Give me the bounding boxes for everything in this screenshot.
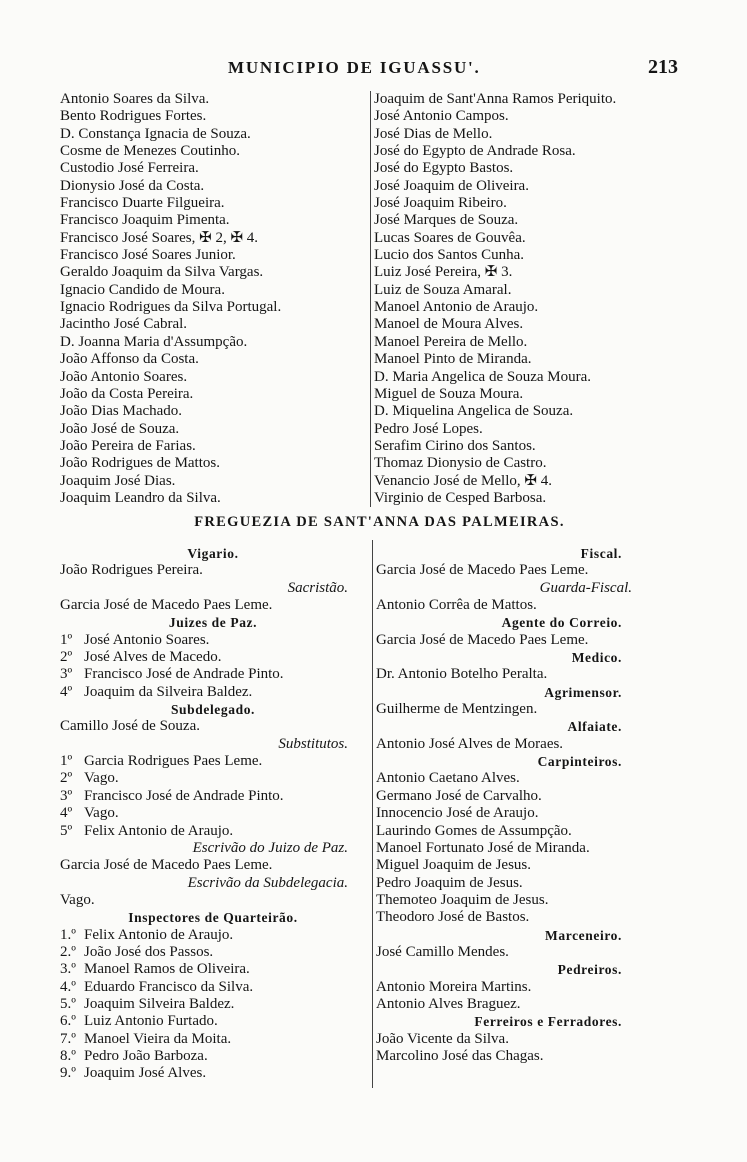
medico-name: Dr. Antonio Botelho Peralta. — [376, 666, 548, 683]
name-entry: Pedro José Lopes. — [374, 420, 483, 437]
name-entry: Manoel de Moura Alves. — [374, 316, 524, 333]
pedreiros-list — [376, 979, 646, 1014]
carpinteiro-entry: Themoteo Joaquim de Jesus. — [376, 891, 549, 908]
guarda-fiscal-name: Antonio Corrêa de Mattos. — [376, 597, 537, 614]
escrivao-juizo-name: Garcia José de Macedo Paes Leme. — [60, 857, 273, 874]
entry-name: Francisco José de Andrade Pinto. — [84, 787, 284, 804]
escrivao-juizo-heading: Escrivão do Juizo de Paz. — [192, 839, 348, 856]
section-title: FREGUEZIA DE SANT'ANNA DAS PALMEIRAS. — [194, 514, 565, 530]
entry-name: José Alves de Macedo. — [84, 649, 222, 666]
name-entry: João Dias Machado. — [60, 403, 183, 420]
name-entry: José Antonio Campos. — [374, 108, 509, 125]
inspectores-heading: Inspectores de Quarteirão. — [128, 910, 298, 926]
name-entry: Francisco José Soares Junior. — [60, 247, 236, 264]
entry-ordinal: 7.º — [60, 1030, 76, 1047]
bottom-right-column — [376, 545, 646, 1065]
name-entry: Geraldo Joaquim da Silva Vargas. — [60, 264, 264, 281]
juiz-entry — [60, 649, 366, 666]
inspector-entry — [60, 944, 366, 961]
name-entry: Joaquim Leandro da Silva. — [60, 489, 221, 506]
name-entry: Thomaz Dionysio de Castro. — [374, 455, 547, 472]
entry-ordinal: 5.º — [60, 995, 76, 1012]
ferreiros-list — [376, 1031, 646, 1066]
name-entry: José Dias de Mello. — [374, 125, 493, 142]
entry-ordinal: 2.º — [60, 943, 76, 960]
juizes-list — [60, 632, 366, 701]
subdelegado-name: Camillo José de Souza. — [60, 718, 200, 735]
name-entry: Manoel Pinto de Miranda. — [374, 351, 532, 368]
name-entry: Lucas Soares de Gouvêa. — [374, 229, 526, 246]
name-entry: Cosme de Menezes Coutinho. — [60, 143, 240, 160]
inspector-entry — [60, 961, 366, 978]
subdelegado-heading: Subdelegado. — [170, 702, 256, 718]
marceneiro-name: José Camillo Mendes. — [376, 943, 509, 960]
name-entry: D. Joanna Maria d'Assumpção. — [60, 333, 248, 350]
entry-ordinal: 1º — [60, 631, 73, 648]
substitutos-list — [60, 753, 366, 840]
agrimensor-heading: Agrimensor. — [544, 684, 622, 700]
inspector-entry — [60, 996, 366, 1013]
vigario-name: João Rodrigues Pereira. — [60, 562, 203, 579]
top-left-name-list — [60, 91, 360, 507]
carpinteiro-entry: Miguel Joaquim de Jesus. — [376, 857, 531, 874]
page-number: 213 — [648, 56, 678, 78]
name-entry: Luiz José Pereira, ✠ 3. — [374, 264, 513, 281]
inspector-entry — [60, 1065, 366, 1082]
name-entry: Ignacio Candido de Moura. — [60, 281, 225, 298]
name-entry: José do Egypto Bastos. — [374, 160, 514, 177]
entry-name: Felix Antonio de Araujo. — [84, 926, 234, 943]
entry-name: Francisco José de Andrade Pinto. — [84, 666, 284, 683]
name-entry: Ignacio Rodrigues da Silva Portugal. — [60, 299, 282, 316]
escrivao-subdelegacia-name: Vago. — [60, 891, 95, 908]
name-entry: João da Costa Pereira. — [60, 385, 194, 402]
inspector-entry — [60, 927, 366, 944]
entry-ordinal: 3º — [60, 787, 73, 804]
name-entry: D. Constança Ignacia de Souza. — [60, 125, 251, 142]
guarda-fiscal-heading: Guarda-Fiscal. — [539, 579, 632, 596]
carpinteiro-entry: Innocencio José de Araujo. — [376, 805, 539, 822]
name-entry: Custodio José Ferreira. — [60, 160, 199, 177]
juiz-entry — [60, 632, 366, 649]
entry-name: Pedro João Barboza. — [84, 1047, 208, 1064]
entry-name: Manoel Ramos de Oliveira. — [84, 961, 250, 978]
entry-ordinal: 6.º — [60, 1013, 76, 1030]
entry-ordinal: 2º — [60, 649, 73, 666]
substituto-entry — [60, 823, 366, 840]
name-entry: João Antonio Soares. — [60, 368, 188, 385]
name-entry: Venancio José de Mello, ✠ 4. — [374, 472, 552, 489]
name-entry: Dionysio José da Costa. — [60, 177, 205, 194]
agrimensor-name: Guilherme de Mentzingen. — [376, 701, 538, 718]
sacristao-name: Garcia José de Macedo Paes Leme. — [60, 597, 273, 614]
entry-name: Vago. — [84, 770, 119, 787]
substituto-entry — [60, 770, 366, 787]
entry-name: João José dos Passos. — [84, 943, 214, 960]
name-entry: Lucio dos Santos Cunha. — [374, 247, 524, 264]
name-entry: João Pereira de Farias. — [60, 437, 196, 454]
name-entry: Francisco José Soares, ✠ 2, ✠ 4. — [60, 229, 259, 246]
name-entry: Serafim Cirino dos Santos. — [374, 437, 536, 454]
entry-ordinal: 9.º — [60, 1065, 76, 1082]
vigario-heading: Vigario. — [187, 546, 239, 561]
pedreiro-entry: Antonio Moreira Martins. — [376, 978, 532, 995]
pedreiro-entry: Antonio Alves Braguez. — [376, 995, 521, 1012]
page-header — [0, 56, 747, 84]
substitutos-heading: Substitutos. — [278, 735, 348, 752]
name-entry: Bento Rodrigues Fortes. — [60, 108, 207, 125]
ferreiro-entry: João Vicente da Silva. — [376, 1030, 509, 1047]
running-title: MUNICIPIO DE IGUASSU'. — [228, 58, 481, 77]
name-entry: Luiz de Souza Amaral. — [374, 281, 512, 298]
carpinteiro-entry: Manoel Fortunato José de Miranda. — [376, 839, 590, 856]
entry-ordinal: 1.º — [60, 926, 76, 943]
entry-name: Joaquim Silveira Baldez. — [84, 995, 235, 1012]
inspector-entry — [60, 979, 366, 996]
name-entry: Manoel Antonio de Araujo. — [374, 299, 539, 316]
fiscal-name: Garcia José de Macedo Paes Leme. — [376, 562, 589, 579]
name-entry: José Joaquim de Oliveira. — [374, 177, 529, 194]
entry-name: Joaquim José Alves. — [84, 1065, 207, 1082]
entry-ordinal: 4.º — [60, 978, 76, 995]
entry-name: Manoel Vieira da Moita. — [84, 1030, 232, 1047]
medico-heading: Medico. — [571, 650, 622, 666]
ferreiros-heading: Ferreiros e Ferradores. — [474, 1014, 622, 1030]
fiscal-heading: Fiscal. — [580, 546, 622, 561]
entry-ordinal: 4º — [60, 805, 73, 822]
name-entry: D. Miquelina Angelica de Souza. — [374, 403, 574, 420]
carpinteiro-entry: Pedro Joaquim de Jesus. — [376, 874, 523, 891]
name-entry: Francisco Duarte Filgueira. — [60, 195, 225, 212]
carpinteiro-entry: Theodoro José de Bastos. — [376, 909, 530, 926]
carpinteiro-entry: Laurindo Gomes de Assumpção. — [376, 822, 572, 839]
entry-name: Luiz Antonio Furtado. — [84, 1013, 218, 1030]
inspectores-list — [60, 927, 366, 1083]
agente-name: Garcia José de Macedo Paes Leme. — [376, 631, 589, 648]
alfaiate-heading: Alfaiate. — [567, 719, 622, 735]
entry-name: Vago. — [84, 805, 119, 822]
entry-ordinal: 1º — [60, 753, 73, 770]
carpinteiro-entry: Germano José de Carvalho. — [376, 787, 542, 804]
top-right-name-list — [370, 91, 674, 507]
juiz-entry — [60, 684, 366, 701]
entry-ordinal: 5º — [60, 822, 73, 839]
name-entry: José do Egypto de Andrade Rosa. — [374, 143, 576, 160]
entry-name: Felix Antonio de Araujo. — [84, 822, 234, 839]
name-entry: Jacintho José Cabral. — [60, 316, 188, 333]
name-entry: Antonio Soares da Silva. — [60, 91, 210, 107]
entry-ordinal: 2º — [60, 770, 73, 787]
alfaiate-name: Antonio José Alves de Moraes. — [376, 735, 564, 752]
inspector-entry — [60, 1048, 366, 1065]
name-entry: José Joaquim Ribeiro. — [374, 195, 507, 212]
name-entry: João Affonso da Costa. — [60, 351, 199, 368]
name-entry: José Marques de Souza. — [374, 212, 519, 229]
bottom-left-column — [60, 545, 366, 1083]
inspector-entry — [60, 1031, 366, 1048]
entry-name: Garcia Rodrigues Paes Leme. — [84, 753, 263, 770]
substituto-entry — [60, 788, 366, 805]
juiz-entry — [60, 666, 366, 683]
name-entry: Virginio de Cesped Barbosa. — [374, 489, 547, 506]
entry-ordinal: 3º — [60, 666, 73, 683]
name-entry: Joaquim José Dias. — [60, 472, 176, 489]
name-entry: Francisco Joaquim Pimenta. — [60, 212, 230, 229]
pedreiros-heading: Pedreiros. — [557, 962, 622, 978]
entry-name: Eduardo Francisco da Silva. — [84, 978, 254, 995]
escrivao-subdelegacia-heading: Escrivão da Subdelegacia. — [187, 874, 348, 891]
substituto-entry — [60, 753, 366, 770]
name-entry: Manoel Pereira de Mello. — [374, 333, 528, 350]
juizes-heading: Juizes de Paz. — [168, 615, 258, 631]
entry-ordinal: 8.º — [60, 1047, 76, 1064]
entry-name: Joaquim da Silveira Baldez. — [84, 683, 253, 700]
name-entry: D. Maria Angelica de Souza Moura. — [374, 368, 592, 385]
column-divider — [372, 540, 373, 1088]
entry-ordinal: 3.º — [60, 961, 76, 978]
agente-heading: Agente do Correio. — [501, 615, 622, 631]
marceneiro-heading: Marceneiro. — [545, 927, 622, 943]
entry-name: José Antonio Soares. — [84, 631, 210, 648]
entry-ordinal: 4º — [60, 683, 73, 700]
name-entry: João José de Souza. — [60, 420, 180, 437]
substituto-entry — [60, 805, 366, 822]
carpinteiros-heading: Carpinteiros. — [537, 754, 622, 770]
carpinteiros-list — [376, 770, 646, 926]
carpinteiro-entry: Antonio Caetano Alves. — [376, 770, 520, 787]
name-entry: Miguel de Souza Moura. — [374, 385, 524, 402]
sacristao-heading: Sacristão. — [287, 579, 348, 596]
ferreiro-entry: Marcolino José das Chagas. — [376, 1047, 544, 1064]
inspector-entry — [60, 1013, 366, 1030]
name-entry: João Rodrigues de Mattos. — [60, 455, 220, 472]
name-entry: Joaquim de Sant'Anna Ramos Periquito. — [374, 91, 617, 107]
